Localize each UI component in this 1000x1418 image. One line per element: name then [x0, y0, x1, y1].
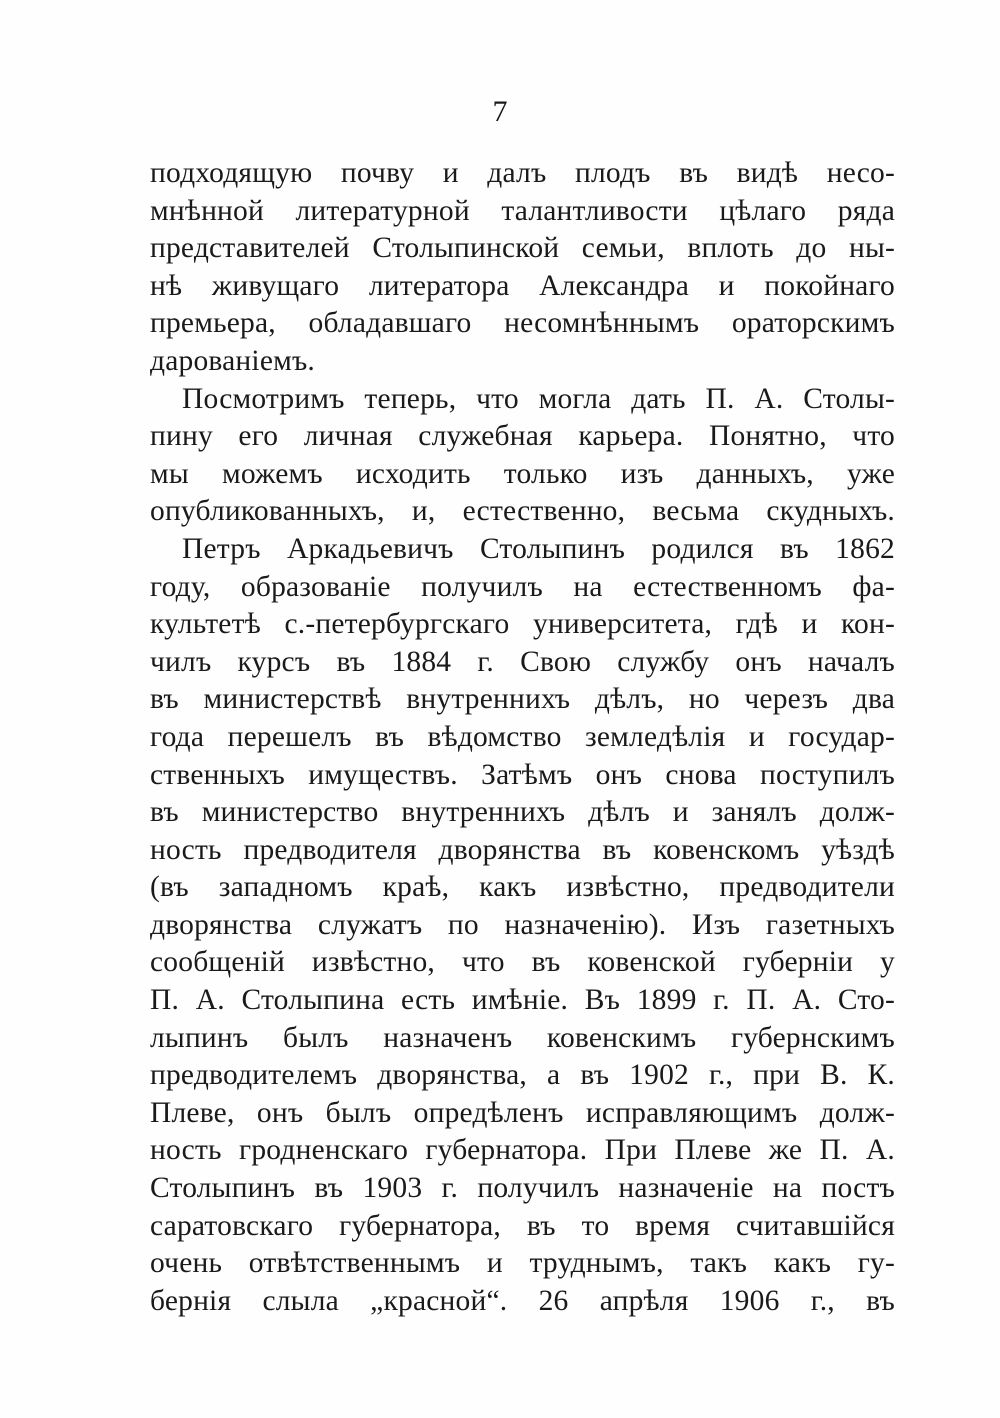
- text-line: Петръ Аркадьевичъ Столыпинъ родился въ 1862: [182, 532, 895, 565]
- page-number: 7: [492, 95, 508, 128]
- text-line: дарованіемъ.: [150, 344, 316, 377]
- text-line: саратовскаго губернатора, въ то время считавшійся: [150, 1209, 895, 1242]
- text-line: сообщеній извѣстно, что въ ковенской губерніи у: [150, 946, 895, 979]
- text-line: опубликованныхъ, и, естественно, весьма скудныхъ.: [150, 495, 895, 528]
- text-line: представителей Столыпинской семьи, вплоть до ны-: [150, 232, 895, 265]
- text-line: дворянства служатъ по назначенію). Изъ газетныхъ: [150, 908, 895, 941]
- text-line: въ министерствѣ внутреннихъ дѣлъ, но черезъ два: [150, 683, 895, 716]
- text-line: мы можемъ исходить только изъ данныхъ, уже: [150, 457, 895, 490]
- text-line: ственныхъ имуществъ. Затѣмъ онъ снова поступилъ: [150, 758, 895, 791]
- text-line: предводителемъ дворянства, а въ 1902 г., при В. К.: [150, 1059, 895, 1092]
- text-line: года перешелъ въ вѣдомство земледѣлія и государ-: [150, 720, 895, 753]
- text-line: чилъ курсъ въ 1884 г. Свою службу онъ началъ: [150, 645, 895, 678]
- text-line: П. А. Столыпина есть имѣніе. Въ 1899 г. П. А. Сто-: [150, 984, 895, 1017]
- text-line: Плеве, онъ былъ опредѣленъ исправляющимъ долж-: [150, 1096, 895, 1129]
- text-line: бернія слыла „красной“. 26 апрѣля 1906 г., въ: [150, 1284, 895, 1317]
- text-line: Столыпинъ въ 1903 г. получилъ назначеніе на постъ: [150, 1172, 895, 1205]
- text-line: въ министерство внутреннихъ дѣлъ и занялъ долж-: [150, 796, 895, 829]
- text-line: ность предводителя дворянства въ ковенскомъ уѣздѣ: [150, 833, 895, 866]
- text-line: Посмотримъ теперь, что могла дать П. А. Столы-: [182, 382, 895, 415]
- text-line: (въ западномъ краѣ, какъ извѣстно, предводители: [150, 871, 895, 904]
- text-line: пину его личная служебная карьера. Понятно, что: [150, 420, 895, 453]
- text-line: нѣ живущаго литератора Александра и покойнаго: [150, 269, 895, 302]
- text-line: культетѣ с.-петербургскаго университета, гдѣ и кон-: [150, 608, 895, 641]
- text-line: очень отвѣтственнымъ и труднымъ, такъ какъ гу-: [150, 1247, 895, 1280]
- text-line: ность гродненскаго губернатора. При Плеве же П. А.: [150, 1134, 895, 1167]
- text-line: году, образованіе получилъ на естественномъ фа-: [150, 570, 895, 603]
- text-line: подходящую почву и далъ плодъ въ видѣ несо-: [150, 157, 895, 189]
- body-text: [150, 155, 895, 1320]
- text-line: премьера, обладавшаго несомнѣннымъ ораторскимъ: [150, 307, 895, 340]
- text-line: лыпинъ былъ назначенъ ковенскимъ губернскимъ: [150, 1021, 895, 1054]
- text-line: мнѣнной литературной талантливости цѣлаго ряда: [150, 194, 895, 227]
